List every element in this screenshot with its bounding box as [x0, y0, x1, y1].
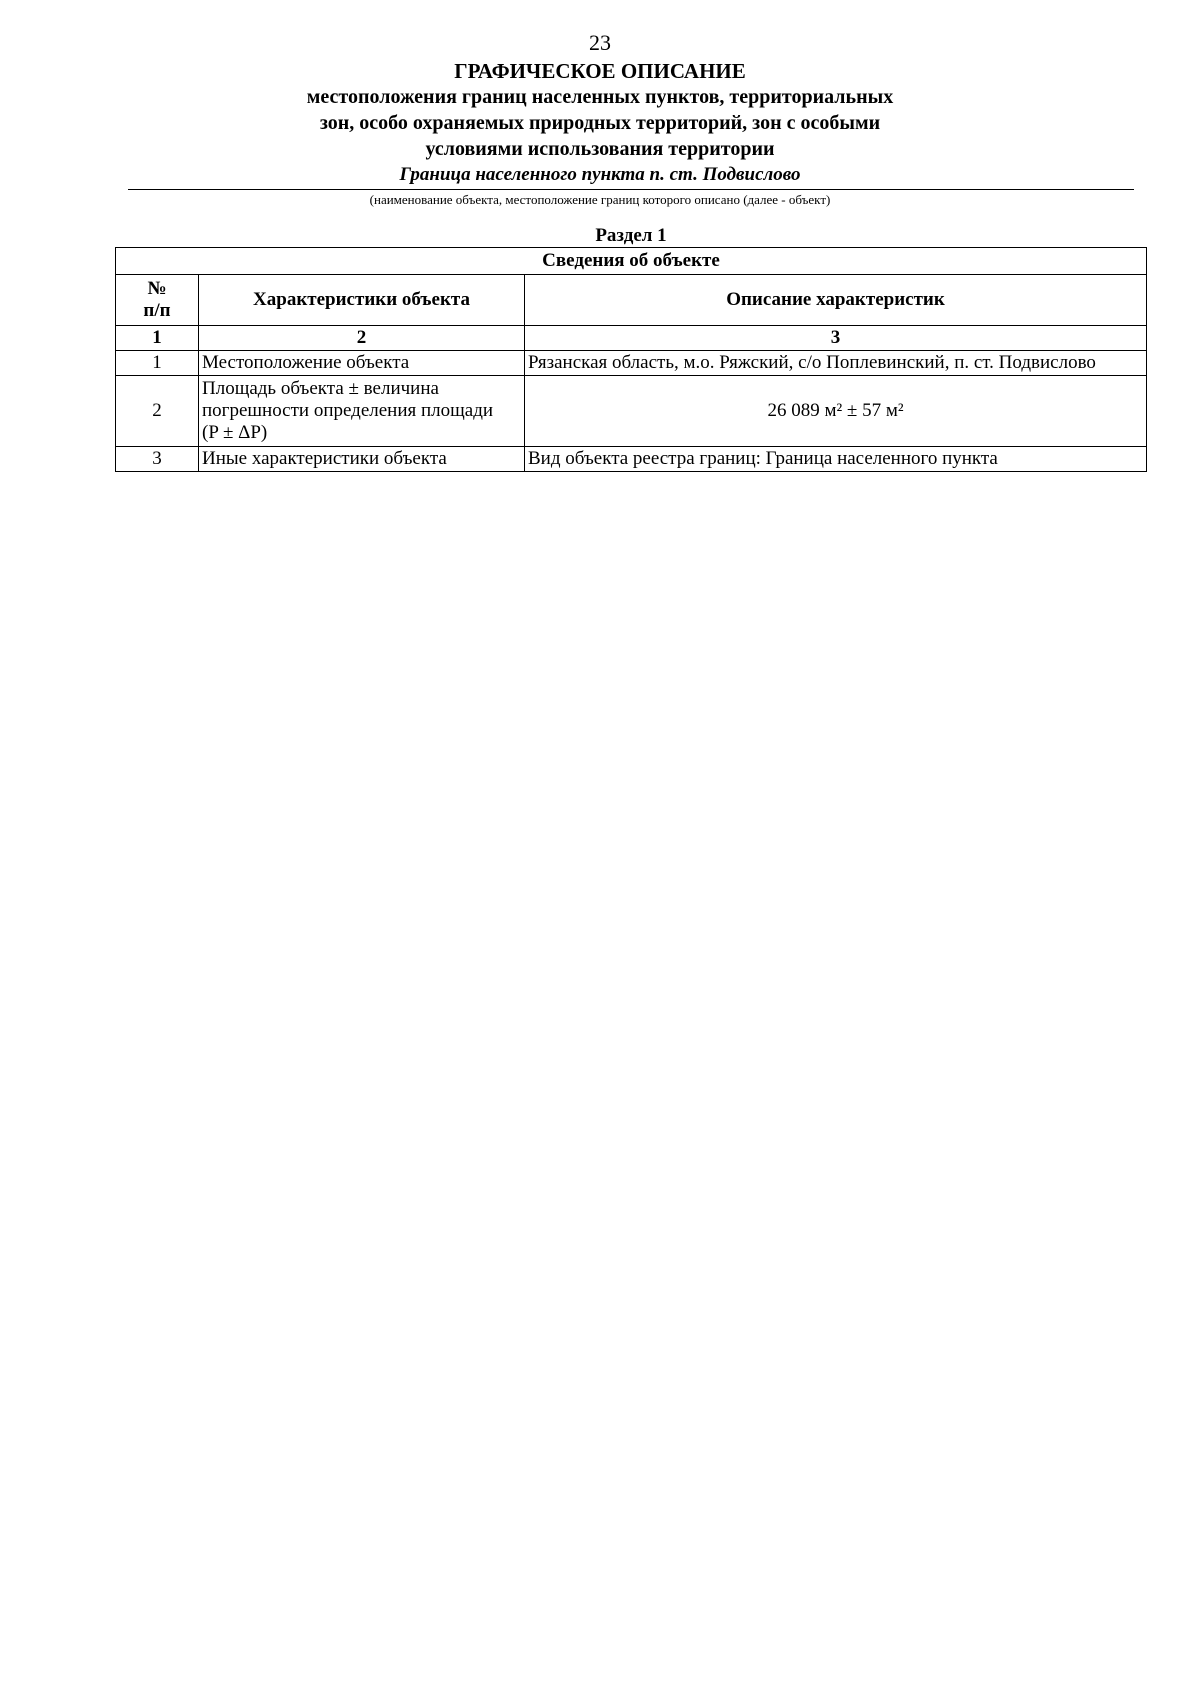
row-characteristic-line: Площадь объекта ± величина: [202, 378, 439, 399]
column-number: 1: [116, 326, 199, 351]
object-info-table: [115, 247, 1147, 472]
document-subtitle-line: зон, особо охраняемых природных территорий, зон с особыми: [319, 112, 881, 134]
table-header-row: [116, 275, 1147, 326]
column-header-num-line: п/п: [143, 300, 171, 321]
row-description: 26 089 м² ± 57 м²: [525, 376, 1147, 447]
row-number: 1: [116, 351, 199, 376]
table-row: [116, 351, 1147, 376]
table-row: [116, 447, 1147, 472]
row-characteristic: [199, 376, 525, 447]
table-row: [116, 376, 1147, 447]
document-subtitle-line: местоположения границ населенных пунктов, территориальных: [306, 86, 894, 108]
row-characteristic: Местоположение объекта: [199, 351, 525, 376]
column-header-num: [116, 275, 199, 326]
page-number: 23: [589, 30, 611, 55]
row-number: 2: [116, 376, 199, 447]
table-caption: Сведения об объекте: [116, 248, 1147, 275]
row-description: Рязанская область, м.о. Ряжский, с/о Поплевинский, п. ст. Подвислово: [525, 351, 1147, 376]
column-number: 2: [199, 326, 525, 351]
document-title: ГРАФИЧЕСКОЕ ОПИСАНИЕ: [454, 59, 746, 83]
row-characteristic-line: (P ± ΔP): [202, 422, 268, 443]
row-characteristic: Иные характеристики объекта: [199, 447, 525, 472]
document-subtitle-line: условиями использования территории: [425, 138, 775, 160]
column-header-description: Описание характеристик: [525, 275, 1147, 326]
column-number-row: [116, 326, 1147, 351]
object-name: Граница населенного пункта п. ст. Подвислово: [399, 164, 801, 185]
document-header: [0, 58, 1200, 187]
section-title: Раздел 1: [595, 225, 667, 246]
row-number: 3: [116, 447, 199, 472]
column-number: 3: [525, 326, 1147, 351]
table-caption-row: [116, 248, 1147, 275]
row-characteristic-line: погрешности определения площади: [202, 400, 494, 421]
row-description: Вид объекта реестра границ: Граница населенного пункта: [525, 447, 1147, 472]
object-name-caption: (наименование объекта, местоположение границ которого описано (далее - объект): [369, 192, 831, 207]
object-name-underline: [128, 189, 1134, 190]
column-header-characteristic: Характеристики объекта: [199, 275, 525, 326]
column-header-num-line: №: [147, 278, 167, 299]
